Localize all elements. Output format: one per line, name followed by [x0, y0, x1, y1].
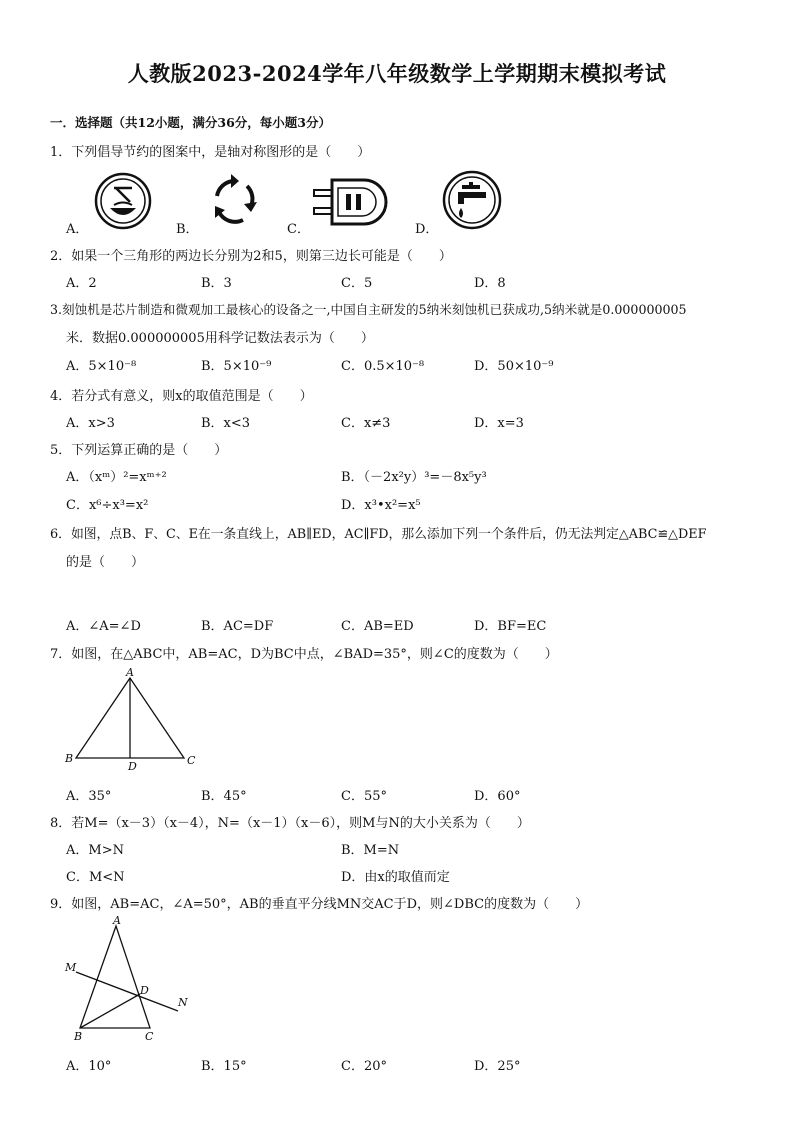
option-b: B．3 [201, 276, 232, 291]
option-c: C．5 [341, 276, 373, 291]
option-d: D．x=3 [474, 416, 524, 431]
question-3-line1: 3.刻蚀机是芯片制造和微观加工最核心的设备之一,中国自主研发的5纳米刻蚀机已获成功,5纳米就是0.000000005 [50, 302, 687, 317]
label-d: D [140, 984, 149, 997]
option-b: B．AC=DF [201, 619, 274, 634]
option-c: C．55° [341, 789, 387, 804]
section-heading: 一．选择题（共12小题，满分36分，每小题3分） [50, 115, 331, 130]
option-d: D．x³•x²=x⁵ [341, 498, 421, 513]
option-a: A．35° [66, 789, 112, 804]
bisector-figure [60, 914, 200, 1046]
question-7-stem: 7．如图，在△ABC中，AB=AC，D为BC中点，∠BAD=35°，则∠C的度数为（ ） [50, 647, 558, 662]
option-a: A．x>3 [66, 416, 115, 431]
label-n: N [178, 996, 188, 1009]
option-d: D．8 [474, 276, 506, 291]
faucet-icon [442, 170, 502, 230]
option-c: C．0.5×10⁻⁸ [341, 359, 425, 374]
option-d: D．由x的取值而定 [341, 870, 450, 885]
option-d: D．60° [474, 789, 521, 804]
option-b: B．5×10⁻⁹ [201, 359, 272, 374]
label-b: B [74, 1030, 83, 1042]
option-a: A．∠A=∠D [66, 619, 141, 634]
option-a: A．M>N [66, 843, 124, 858]
label-m: M [65, 961, 77, 974]
label-c: C [145, 1030, 154, 1042]
question-1-stem: 1．下列倡导节约的图案中，是轴对称图形的是（ ） [50, 145, 371, 160]
option-b: B．x<3 [201, 416, 251, 431]
option-c: C．M<N [66, 870, 125, 885]
option-c: C．AB=ED [341, 619, 414, 634]
option-c: C．20° [341, 1059, 387, 1074]
option-a: A． [66, 222, 89, 237]
label-a: A [126, 666, 134, 679]
option-b: B．M=N [341, 843, 400, 858]
option-d: D．BF=EC [474, 619, 547, 634]
question-4-stem: 4．若分式有意义，则x的取值范围是（ ） [50, 389, 313, 404]
recycle-icon [203, 172, 265, 230]
bowl-icon [94, 172, 152, 230]
question-3-line2: 米．数据0.000000005用科学记数法表示为（ ） [66, 331, 374, 346]
triangle-abc-figure [60, 664, 210, 780]
question-2-stem: 2．如果一个三角形的两边长分别为2和5，则第三边长可能是（ ） [50, 249, 452, 264]
option-a: A．5×10⁻⁸ [66, 359, 137, 374]
label-d: D [128, 760, 137, 773]
option-b: B．45° [201, 789, 247, 804]
option-d: D．25° [474, 1059, 521, 1074]
question-6-line1: 6．如图，点B、F、C、E在一条直线上，AB∥ED，AC∥FD，那么添加下列一个条件后，仍无法判定△ABC≌△DEF [50, 527, 707, 542]
option-a: A．10° [66, 1059, 112, 1074]
option-a: A．（xᵐ）²=xᵐ⁺² [66, 470, 167, 485]
label-c: C [187, 754, 196, 767]
question-9-stem: 9．如图，AB=AC，∠A=50°，AB的垂直平分线MN交AC于D，则∠DBC的度数为（ ） [50, 897, 589, 912]
question-8-stem: 8．若M=（x－3）（x－4），N=（x－1）（x－6），则M与N的大小关系为（ ） [50, 816, 530, 831]
option-b: B．（－2x²y）³=－8x⁵y³ [341, 470, 487, 485]
option-d: D． [415, 222, 439, 237]
option-a: A．2 [66, 276, 97, 291]
label-b: B [65, 752, 74, 765]
option-d: D．50×10⁻⁹ [474, 359, 554, 374]
option-b: B． [176, 222, 199, 237]
question-6-line2: 的是（ ） [66, 555, 145, 570]
page-title: 人教版2023-2024学年八年级数学上学期期末模拟考试 [127, 61, 667, 86]
option-b: B．15° [201, 1059, 247, 1074]
option-c: C．x≠3 [341, 416, 391, 431]
plug-icon [312, 176, 394, 228]
option-c: C． [287, 222, 310, 237]
label-a: A [113, 914, 121, 927]
question-5-stem: 5．下列运算正确的是（ ） [50, 443, 228, 458]
option-c: C．x⁶÷x³=x² [66, 498, 149, 513]
